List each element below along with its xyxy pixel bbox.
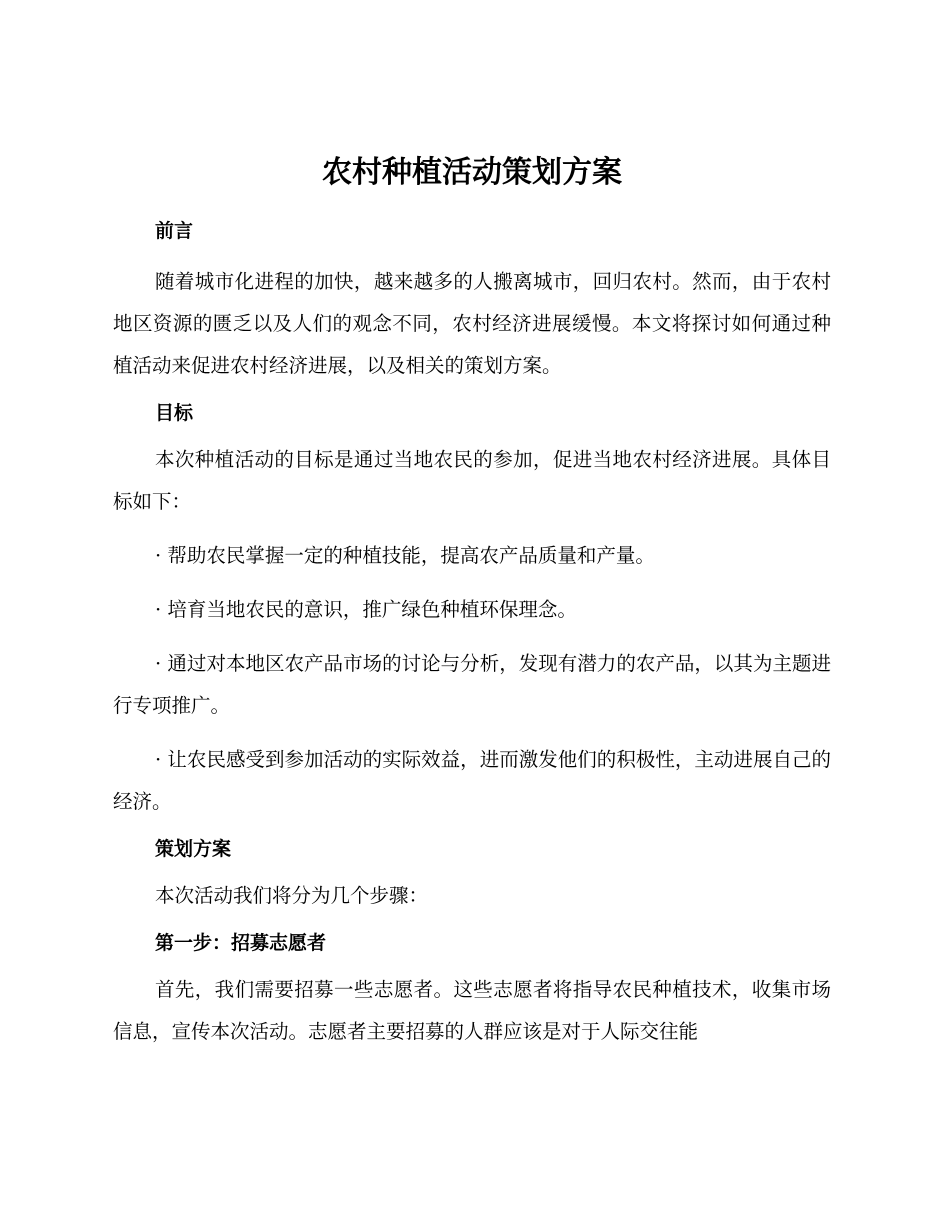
- goal-list-item: · 让农民感受到参加活动的实际效益，进而激发他们的积极性，主动进展自己的经济。: [113, 748, 831, 813]
- spacer: [113, 201, 831, 217]
- spacer: [113, 727, 831, 739]
- spacer: [113, 823, 831, 835]
- spacer: [113, 863, 831, 875]
- step1-paragraph: 首先，我们需要招募一些志愿者。这些志愿者将指导农民种植技术，收集市场信息，宣传本次活动。志愿者主要招募的人群应该是对于人际交往能: [113, 978, 831, 1043]
- spacer: [113, 577, 831, 589]
- spacer: [113, 245, 831, 261]
- spacer: [113, 523, 831, 535]
- goals-intro-paragraph: 本次种植活动的目标是通过当地农民的参加，促进当地农村经济进展。具体目标如下：: [113, 448, 831, 513]
- step-heading-recruit-volunteers: 第一步：招募志愿者: [155, 932, 327, 954]
- spacer: [113, 631, 831, 643]
- goal-list-item: · 帮助农民掌握一定的种植技能，提高农产品质量和产量。: [155, 544, 655, 567]
- document-title: 农村种植活动策划方案: [322, 155, 622, 190]
- spacer: [113, 387, 831, 399]
- spacer: [113, 957, 831, 969]
- section-heading-goals: 目标: [155, 402, 194, 424]
- section-heading-plan: 策划方案: [155, 838, 232, 860]
- spacer: [113, 427, 831, 439]
- document-body: [113, 145, 831, 1053]
- plan-intro-paragraph: 本次活动我们将分为几个步骤：: [155, 884, 429, 907]
- spacer: [113, 917, 831, 929]
- preface-paragraph: 随着城市化进程的加快，越来越多的人搬离城市，回归农村。然而，由于农村地区资源的匮乏以及人们的观念不同，农村经济进展缓慢。本文将探讨如何通过种植活动来促进农村经济进展，以及相关的策划方案。: [113, 270, 831, 377]
- goal-list-item: · 培育当地农民的意识，推广绿色种植环保理念。: [155, 598, 577, 621]
- goal-list-item: · 通过对本地区农产品市场的讨论与分析，发现有潜力的农产品，以其为主题进行专项推广。: [113, 652, 831, 717]
- section-heading-preface: 前言: [155, 220, 194, 242]
